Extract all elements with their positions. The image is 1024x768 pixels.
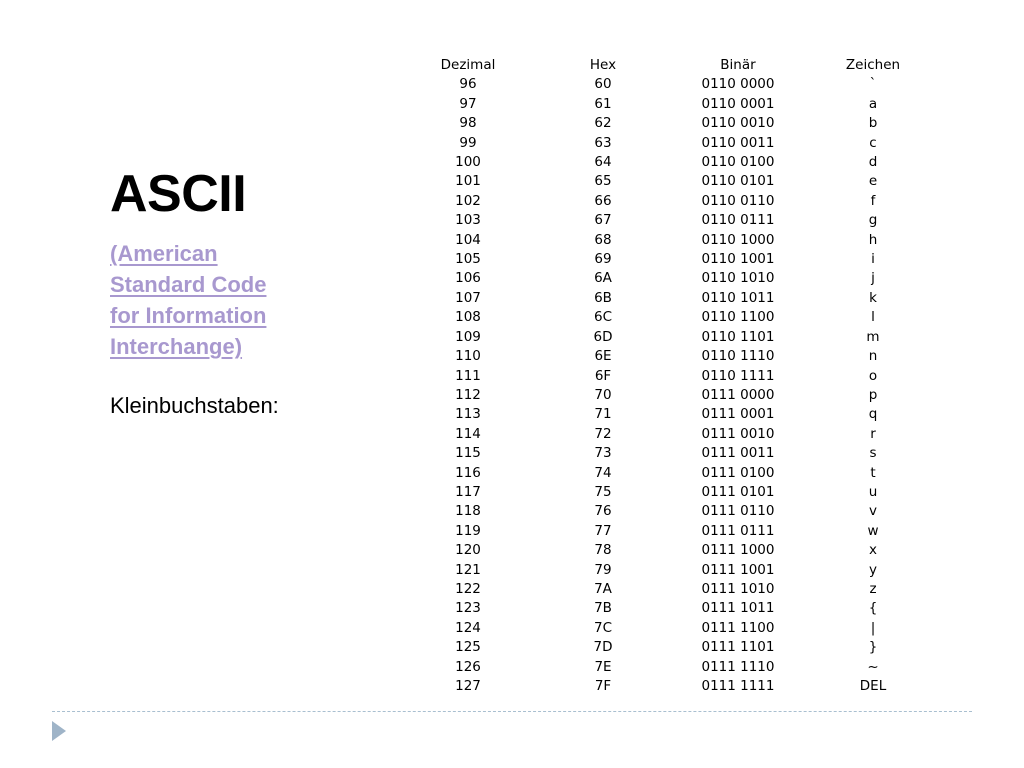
table-row	[400, 250, 940, 269]
table-row	[400, 541, 940, 560]
cell-binaer: 0110 1011	[701, 289, 775, 306]
header-hex: Hex	[589, 57, 617, 73]
cell-dezimal: 106	[455, 270, 481, 287]
table-row	[400, 658, 940, 677]
cell-hex: 68	[594, 231, 612, 248]
cell-hex: 78	[594, 542, 612, 559]
cell-zeichen: c	[869, 134, 877, 151]
cell-hex: 7E	[594, 658, 612, 675]
table-row	[400, 231, 940, 250]
cell-zeichen: m	[866, 328, 880, 345]
table-header-row	[400, 56, 940, 75]
cell-zeichen: |	[870, 619, 876, 636]
table-row	[400, 599, 940, 618]
cell-hex: 73	[594, 445, 612, 462]
cell-hex: 62	[594, 115, 612, 132]
cell-binaer: 0110 1100	[701, 309, 775, 326]
cell-dezimal: 117	[455, 483, 481, 500]
cell-zeichen: d	[868, 154, 878, 171]
cell-binaer: 0110 1101	[701, 328, 775, 345]
cell-binaer: 0111 0010	[701, 425, 775, 442]
ascii-table-container	[400, 56, 940, 696]
cell-hex: 65	[594, 173, 612, 190]
cell-binaer: 0111 0000	[701, 386, 775, 403]
cell-binaer: 0111 1100	[701, 619, 775, 636]
header-dezimal: Dezimal	[440, 57, 496, 73]
section-label: Kleinbuchstaben:	[110, 393, 279, 418]
cell-dezimal: 115	[455, 445, 481, 462]
cell-zeichen: y	[869, 561, 877, 578]
cell-dezimal: 124	[455, 619, 481, 636]
cell-zeichen: w	[867, 522, 879, 539]
cell-zeichen: `	[869, 76, 877, 93]
cell-hex: 72	[594, 425, 612, 442]
cell-hex: 7C	[593, 619, 612, 636]
table-row	[400, 192, 940, 211]
cell-binaer: 0111 0110	[701, 503, 775, 520]
table-row	[400, 580, 940, 599]
cell-binaer: 0110 0010	[701, 115, 775, 132]
cell-zeichen: n	[868, 348, 878, 365]
cell-zeichen: a	[868, 95, 878, 112]
cell-zeichen: g	[868, 212, 878, 229]
cell-binaer: 0111 1111	[701, 678, 775, 694]
table-row	[400, 134, 940, 153]
cell-zeichen: l	[871, 309, 875, 326]
cell-hex: 6E	[594, 348, 612, 365]
table-row	[400, 522, 940, 541]
table-row	[400, 308, 940, 327]
cell-binaer: 0110 0001	[701, 95, 775, 112]
table-row	[400, 677, 940, 696]
ascii-table	[400, 56, 940, 696]
cell-binaer: 0110 0000	[701, 76, 775, 93]
cell-hex: 7D	[593, 639, 613, 656]
cell-binaer: 0110 0110	[701, 192, 775, 209]
subtitle-line: Interchange)	[110, 334, 243, 359]
cell-hex: 70	[594, 386, 612, 403]
cell-dezimal: 127	[455, 678, 481, 694]
cell-binaer: 0111 0101	[701, 483, 775, 500]
cell-hex: 67	[594, 212, 612, 229]
cell-dezimal: 112	[455, 386, 481, 403]
cell-dezimal: 105	[455, 251, 481, 268]
cell-zeichen: t	[870, 464, 876, 481]
cell-dezimal: 96	[459, 76, 477, 93]
cell-zeichen: i	[871, 251, 875, 268]
cell-dezimal: 98	[459, 115, 477, 132]
cell-binaer: 0111 1000	[701, 542, 775, 559]
cell-binaer: 0110 1110	[701, 348, 775, 365]
table-row	[400, 561, 940, 580]
cell-hex: 7A	[594, 580, 612, 597]
cell-zeichen: k	[869, 289, 877, 306]
cell-hex: 79	[594, 561, 612, 578]
subtitle-line: Standard Code	[110, 272, 267, 297]
slide-title: ASCII	[110, 165, 247, 223]
cell-hex: 7F	[594, 678, 612, 694]
cell-zeichen: f	[870, 192, 876, 209]
cell-hex: 6C	[593, 309, 612, 326]
cell-zeichen: b	[868, 115, 878, 132]
cell-dezimal: 116	[455, 464, 481, 481]
cell-hex: 66	[594, 192, 612, 209]
header-zeichen: Zeichen	[845, 57, 901, 73]
cell-dezimal: 100	[455, 154, 481, 171]
table-row	[400, 269, 940, 288]
cell-dezimal: 114	[455, 425, 481, 442]
cell-zeichen: x	[869, 542, 877, 559]
cell-hex: 6F	[594, 367, 612, 384]
subtitle-link[interactable]	[110, 238, 310, 362]
cell-binaer: 0111 1110	[701, 658, 775, 675]
table-row	[400, 638, 940, 657]
cell-dezimal: 107	[455, 289, 481, 306]
cell-binaer: 0111 0100	[701, 464, 775, 481]
play-triangle-icon	[52, 721, 66, 741]
cell-binaer: 0110 0011	[701, 134, 775, 151]
cell-zeichen: u	[868, 483, 878, 500]
cell-binaer: 0111 1011	[701, 600, 775, 617]
table-row	[400, 386, 940, 405]
table-row	[400, 289, 940, 308]
cell-hex: 71	[594, 406, 612, 423]
cell-dezimal: 97	[459, 95, 477, 112]
cell-dezimal: 101	[455, 173, 481, 190]
cell-hex: 69	[594, 251, 612, 268]
cell-binaer: 0111 0111	[701, 522, 775, 539]
table-row	[400, 367, 940, 386]
cell-hex: 76	[594, 503, 612, 520]
cell-hex: 60	[594, 76, 612, 93]
cell-dezimal: 111	[455, 367, 481, 384]
table-row	[400, 172, 940, 191]
cell-zeichen: DEL	[859, 678, 887, 694]
cell-zeichen: z	[869, 580, 877, 597]
cell-binaer: 0110 1001	[701, 251, 775, 268]
cell-dezimal: 103	[455, 212, 481, 229]
cell-hex: 77	[594, 522, 612, 539]
table-row	[400, 502, 940, 521]
cell-zeichen: p	[868, 386, 878, 403]
table-row	[400, 405, 940, 424]
cell-binaer: 0110 1000	[701, 231, 775, 248]
cell-hex: 6B	[594, 289, 612, 306]
cell-dezimal: 126	[455, 658, 481, 675]
cell-zeichen: e	[868, 173, 878, 190]
cell-dezimal: 113	[455, 406, 481, 423]
cell-binaer: 0110 1111	[701, 367, 775, 384]
table-body	[400, 75, 940, 696]
table-row	[400, 75, 940, 94]
subtitle-line: for Information	[110, 303, 267, 328]
cell-zeichen: ~	[867, 658, 879, 675]
cell-zeichen: q	[868, 406, 878, 423]
cell-zeichen: j	[871, 270, 875, 287]
cell-binaer: 0111 1101	[701, 639, 775, 656]
table-row	[400, 444, 940, 463]
table-row	[400, 328, 940, 347]
header-binaer: Binär	[720, 57, 756, 73]
table-row	[400, 347, 940, 366]
cell-hex: 6A	[594, 270, 612, 287]
cell-zeichen: v	[869, 503, 877, 520]
cell-dezimal: 125	[455, 639, 481, 656]
cell-dezimal: 120	[455, 542, 481, 559]
cell-hex: 6D	[593, 328, 613, 345]
cell-binaer: 0111 1010	[701, 580, 775, 597]
table-row	[400, 425, 940, 444]
subtitle-line: (American	[110, 241, 218, 266]
cell-zeichen: h	[868, 231, 878, 248]
cell-dezimal: 110	[455, 348, 481, 365]
table-row	[400, 619, 940, 638]
table-row	[400, 114, 940, 133]
cell-binaer: 0111 1001	[701, 561, 775, 578]
cell-dezimal: 109	[455, 328, 481, 345]
cell-hex: 61	[594, 95, 612, 112]
cell-binaer: 0110 0100	[701, 154, 775, 171]
cell-dezimal: 119	[455, 522, 481, 539]
table-row	[400, 483, 940, 502]
cell-dezimal: 102	[455, 192, 481, 209]
cell-binaer: 0110 1010	[701, 270, 775, 287]
cell-zeichen: }	[868, 639, 878, 656]
cell-hex: 64	[594, 154, 612, 171]
cell-dezimal: 104	[455, 231, 481, 248]
cell-hex: 7B	[594, 600, 612, 617]
cell-zeichen: {	[868, 600, 878, 617]
cell-zeichen: r	[870, 425, 876, 442]
table-row	[400, 211, 940, 230]
cell-dezimal: 108	[455, 309, 481, 326]
cell-dezimal: 99	[459, 134, 477, 151]
cell-zeichen: o	[868, 367, 878, 384]
table-row	[400, 95, 940, 114]
cell-dezimal: 123	[455, 600, 481, 617]
cell-dezimal: 118	[455, 503, 481, 520]
cell-hex: 75	[594, 483, 612, 500]
cell-zeichen: s	[869, 445, 877, 462]
cell-binaer: 0110 0101	[701, 173, 775, 190]
cell-dezimal: 122	[455, 580, 481, 597]
table-row	[400, 464, 940, 483]
footer-divider	[52, 711, 972, 712]
cell-dezimal: 121	[455, 561, 481, 578]
cell-hex: 63	[594, 134, 612, 151]
cell-binaer: 0111 0011	[701, 445, 775, 462]
cell-hex: 74	[594, 464, 612, 481]
cell-binaer: 0111 0001	[701, 406, 775, 423]
table-row	[400, 153, 940, 172]
cell-binaer: 0110 0111	[701, 212, 775, 229]
